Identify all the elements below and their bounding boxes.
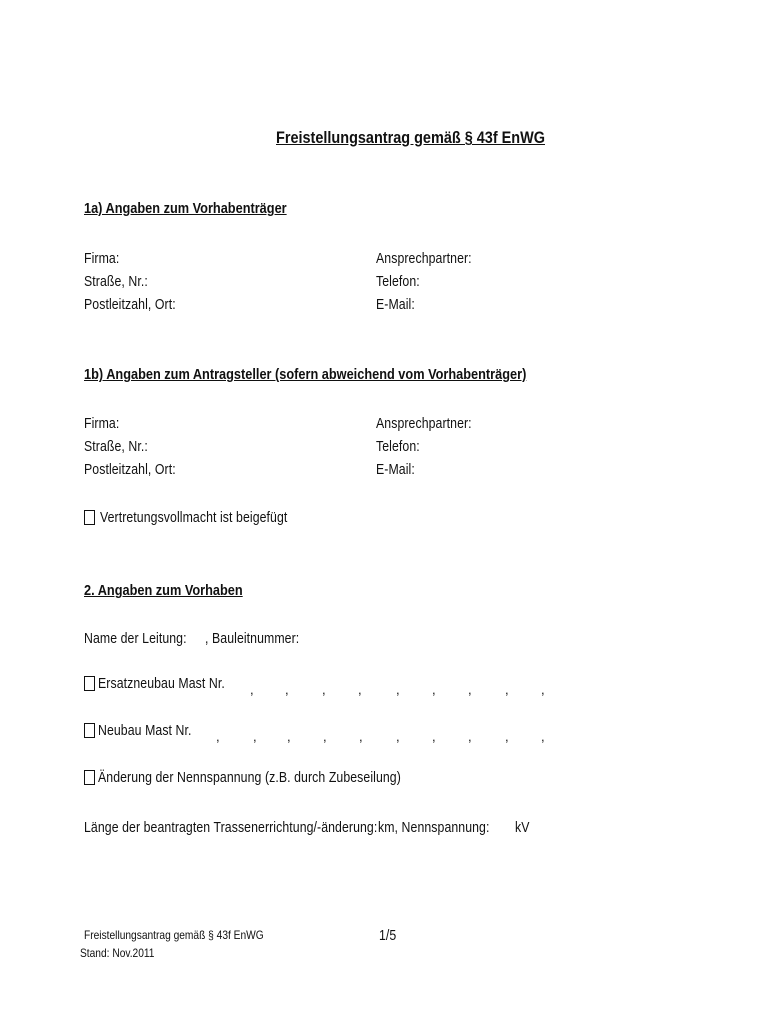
mast-separator: , bbox=[253, 729, 257, 744]
checkbox-nennspannung[interactable] bbox=[84, 770, 95, 785]
label-ersatzneubau: Ersatzneubau Mast Nr. bbox=[98, 675, 225, 692]
mast-separator: , bbox=[468, 682, 472, 697]
mast-separator: , bbox=[541, 729, 545, 744]
field-strasse-1b: Straße, Nr.: bbox=[84, 438, 148, 455]
field-plz-ort-1b: Postleitzahl, Ort: bbox=[84, 461, 176, 478]
checkbox-neubau[interactable] bbox=[84, 723, 95, 738]
section-1b-heading: 1b) Angaben zum Antragsteller (sofern abweichend vom Vorhabenträger) bbox=[84, 366, 527, 383]
mast-separator: , bbox=[396, 729, 400, 744]
field-firma-1a: Firma: bbox=[84, 250, 120, 267]
checkbox-vollmacht[interactable] bbox=[84, 510, 95, 525]
mast-separator: , bbox=[505, 729, 509, 744]
label-neubau: Neubau Mast Nr. bbox=[98, 722, 192, 739]
document-title: Freistellungsantrag gemäß § 43f EnWG bbox=[276, 128, 545, 147]
label-km-nennspannung: km, Nennspannung: bbox=[378, 819, 490, 836]
footer-document-title: Freistellungsantrag gemäß § 43f EnWG bbox=[84, 928, 264, 942]
mast-separator: , bbox=[396, 682, 400, 697]
mast-separator: , bbox=[287, 729, 291, 744]
field-strasse-1a: Straße, Nr.: bbox=[84, 273, 148, 290]
label-vollmacht: Vertretungsvollmacht ist beigefügt bbox=[100, 509, 288, 526]
label-kv: kV bbox=[515, 819, 530, 836]
mast-separator: , bbox=[432, 729, 436, 744]
label-bauleitnummer: , Bauleitnummer: bbox=[205, 630, 300, 647]
mast-separator: , bbox=[359, 729, 363, 744]
section-1a-heading: 1a) Angaben zum Vorhabenträger bbox=[84, 200, 287, 217]
mast-separator: , bbox=[468, 729, 472, 744]
field-plz-ort-1a: Postleitzahl, Ort: bbox=[84, 296, 176, 313]
checkbox-ersatzneubau[interactable] bbox=[84, 676, 95, 691]
mast-separator: , bbox=[432, 682, 436, 697]
field-telefon-1a: Telefon: bbox=[376, 273, 420, 290]
field-email-1b: E-Mail: bbox=[376, 461, 415, 478]
footer-page-number: 1/5 bbox=[379, 927, 397, 944]
mast-separator: , bbox=[216, 729, 220, 744]
footer-stand: Stand: Nov.2011 bbox=[80, 946, 155, 960]
label-laenge-trasse: Länge der beantragten Trassenerrichtung/-änderung: bbox=[84, 819, 378, 836]
field-firma-1b: Firma: bbox=[84, 415, 120, 432]
mast-separator: , bbox=[505, 682, 509, 697]
mast-separator: , bbox=[541, 682, 545, 697]
mast-separator: , bbox=[250, 682, 254, 697]
field-ansprechpartner-1b: Ansprechpartner: bbox=[376, 415, 472, 432]
label-name-leitung: Name der Leitung: bbox=[84, 630, 187, 647]
field-ansprechpartner-1a: Ansprechpartner: bbox=[376, 250, 472, 267]
section-2-heading: 2. Angaben zum Vorhaben bbox=[84, 582, 243, 599]
label-nennspannung-aenderung: Änderung der Nennspannung (z.B. durch Zubeseilung) bbox=[98, 769, 401, 786]
mast-separator: , bbox=[358, 682, 362, 697]
mast-separator: , bbox=[322, 682, 326, 697]
field-telefon-1b: Telefon: bbox=[376, 438, 420, 455]
mast-separator: , bbox=[285, 682, 289, 697]
mast-separator: , bbox=[323, 729, 327, 744]
field-email-1a: E-Mail: bbox=[376, 296, 415, 313]
